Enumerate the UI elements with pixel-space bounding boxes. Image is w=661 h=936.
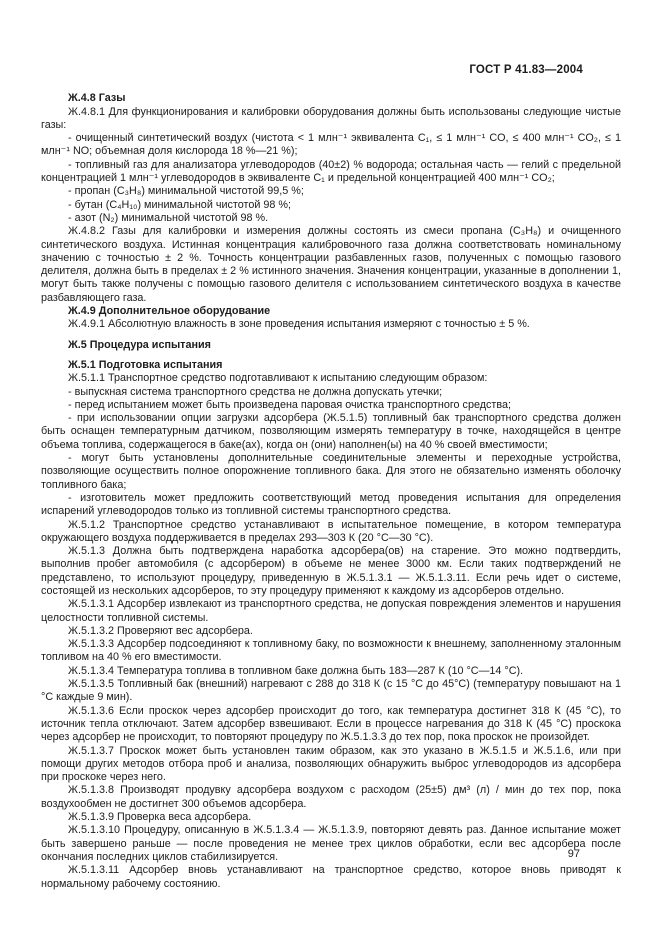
- paragraph: Ж.5.1.3.6 Если проскок через адсорбер происходит до того, как температура достигнет 318 К (45 °С), то источник тепла отключают. Затем адсорбер взвешивают. Если в процессе нагревания до 318 К (45 °С) проскока через адсорбер не происходит, то повторяют процедуру по Ж.5.1.3.3 до тех пор, пока проскок не произойдет.: [41, 704, 621, 744]
- paragraph: Ж.5.1.3.3 Адсорбер подсоединяют к топливному баку, по возможности к внешнему, заполненному эталонным топливом на 40 % его вместимости.: [41, 638, 621, 664]
- section-heading: Ж.4.9 Дополнительное оборудование: [68, 305, 271, 318]
- section-heading: Ж.4.8 Газы: [68, 92, 126, 105]
- paragraph: - перед испытанием может быть произведена паровая очистка транспортного средства;: [68, 398, 511, 411]
- document-body: [41, 92, 621, 891]
- paragraph: Ж.5.1.3.5 Топливный бак (внешний) нагревают с 288 до 318 К (с 15 °С до 45°С) (температуру повышают на 1 °С каждые 9 мин).: [41, 678, 621, 704]
- paragraph: - бутан (C₄H₁₀) минимальной чистотой 98 %;: [68, 198, 291, 211]
- paragraph: - могут быть установлены дополнительные соединительные элементы и переходные устройства, позволяющие осуществить полное опорожнение топливного бака. Для этого не обязательно изменять оболочку топливного бака;: [41, 452, 621, 491]
- paragraph: Ж.5.1.3.2 Проверяют вес адсорбера.: [68, 624, 253, 637]
- paragraph: Ж.4.9.1 Абсолютную влажность в зоне проведения испытания измеряют с точностью ± 5 %.: [68, 318, 530, 331]
- paragraph: - выпускная система транспортного средства не должна допускать утечки;: [68, 385, 443, 398]
- paragraph: Ж.5.1.3.9 Проверка веса адсорбера.: [68, 811, 252, 824]
- paragraph: Ж.5.1.1 Транспортное средство подготавливают к испытанию следующим образом:: [68, 372, 488, 385]
- section-heading: Ж.5.1 Подготовка испытания: [68, 358, 223, 371]
- paragraph: Ж.5.1.3.1 Адсорбер извлекают из транспортного средства, не допуская повреждения элементов и нарушения целостности топливной системы.: [41, 598, 621, 624]
- paragraph: - при использовании опции загрузки адсорбера (Ж.5.1.5) топливный бак транспортного средства должен быть оснащен температурным датчиком, позволяющим измерять температуру в точке, находящейся в центре объема топлива, содержащегося в баке(ах), когда он (они) наполнен(ы) на 40 % своей вместимости;: [41, 412, 621, 451]
- page-number: 97: [567, 847, 580, 860]
- paragraph: Ж.5.1.3.8 Производят продувку адсорбера воздухом с расходом (25±5) дм³ (л) / мин до тех пор, пока воздухообмен не достигнет 300 объемов адсорбера.: [41, 784, 621, 810]
- paragraph: Ж.5.1.3.10 Процедуру, описанную в Ж.5.1.3.4 — Ж.5.1.3.9, повторяют девять раз. Данное испытание может быть завершено раньше — после проведения не менее трех циклов обработки, если вес адсорбера после окончания последних циклов стабилизируется.: [41, 824, 621, 863]
- paragraph: Ж.4.8.1 Для функционирования и калибровки оборудования должны быть использованы следующие чистые газы:: [41, 105, 621, 131]
- page-footer: [568, 848, 580, 861]
- paragraph: Ж.5.1.2 Транспортное средство устанавливают в испытательное помещение, в котором температура окружающего воздуха поддерживается в пределах 293—303 К (20 °С—30 °С).: [41, 518, 621, 544]
- paragraph: - топливный газ для анализатора углеводородов (40±2) % водорода; остальная часть — гелий с предельной концентрацией 1 млн⁻¹ углеводородов в эквиваленте C₁ и предельной концентрацией 400 млн⁻¹ CO₂;: [41, 158, 621, 185]
- paragraph: - азот (N₂) минимальной чистотой 98 %.: [68, 211, 269, 224]
- paragraph: Ж.5.1.3.4 Температура топлива в топливном баке должна быть 183—287 К (10 °С—14 °С).: [68, 664, 524, 677]
- paragraph: - изготовитель может предложить соответствующий метод проведения испытания для определения испарений углеводородов только из топливной системы транспортного средства.: [41, 491, 621, 518]
- standard-number: ГОСТ Р 41.83—2004: [469, 64, 583, 76]
- paragraph: Ж.5.1.3 Должна быть подтверждена наработка адсорбера(ов) на старение. Это можно подтвердить, выполнив пробег автомобиля (с адсорбером) в объеме не менее 3000 км. Если таких подтверждений не представлено, то используют процедуру, приведенную в Ж.5.1.3.1 — Ж.5.1.3.11. Если речь идет о системе, состоящей из нескольких адсорберов, то эту процедуру применяют к каждому из адсорберов отдельно.: [41, 545, 621, 597]
- paragraph: Ж.5.1.3.11 Адсорбер вновь устанавливают на транспортное средство, которое вновь приводят к нормальному рабочему состоянию.: [41, 864, 621, 890]
- paragraph: - очищенный синтетический воздух (чистота < 1 млн⁻¹ эквивалента C₁, ≤ 1 млн⁻¹ CO, ≤ 400 млн⁻¹ CO₂, ≤ 1 млн⁻¹ NO; объемная доля кислорода 18 %—21 %);: [41, 132, 621, 158]
- paragraph: Ж.4.8.2 Газы для калибровки и измерения должны состоять из смеси пропана (C₃H₈) и очищенного синтетического воздуха. Истинная концентрация калибровочного газа должна соответствовать номинальному значению с точностью ± 2 %. Точность концентрации разбавленных газов, полученных с помощью газового делителя, должна быть в пределах ± 2 % истинного значения. Значения концентрации, указанные в дополнении 1, могут быть также получены с помощью газового делителя с использованием синтетического воздуха в качестве разбавляющего газа.: [41, 225, 621, 304]
- page-header: [41, 64, 621, 77]
- paragraph: Ж.5.1.3.7 Проскок может быть установлен таким образом, как это указано в Ж.5.1.5 и Ж.5.1.6, или при помощи других методов отбора проб и анализа, позволяющих обнаружить выброс углеводородов из адсорбера при проскоке через него.: [41, 744, 621, 784]
- section-heading: Ж.5 Процедура испытания: [68, 338, 211, 351]
- paragraph: - пропан (C₃H₈) минимальной чистотой 99,5 %;: [68, 185, 304, 198]
